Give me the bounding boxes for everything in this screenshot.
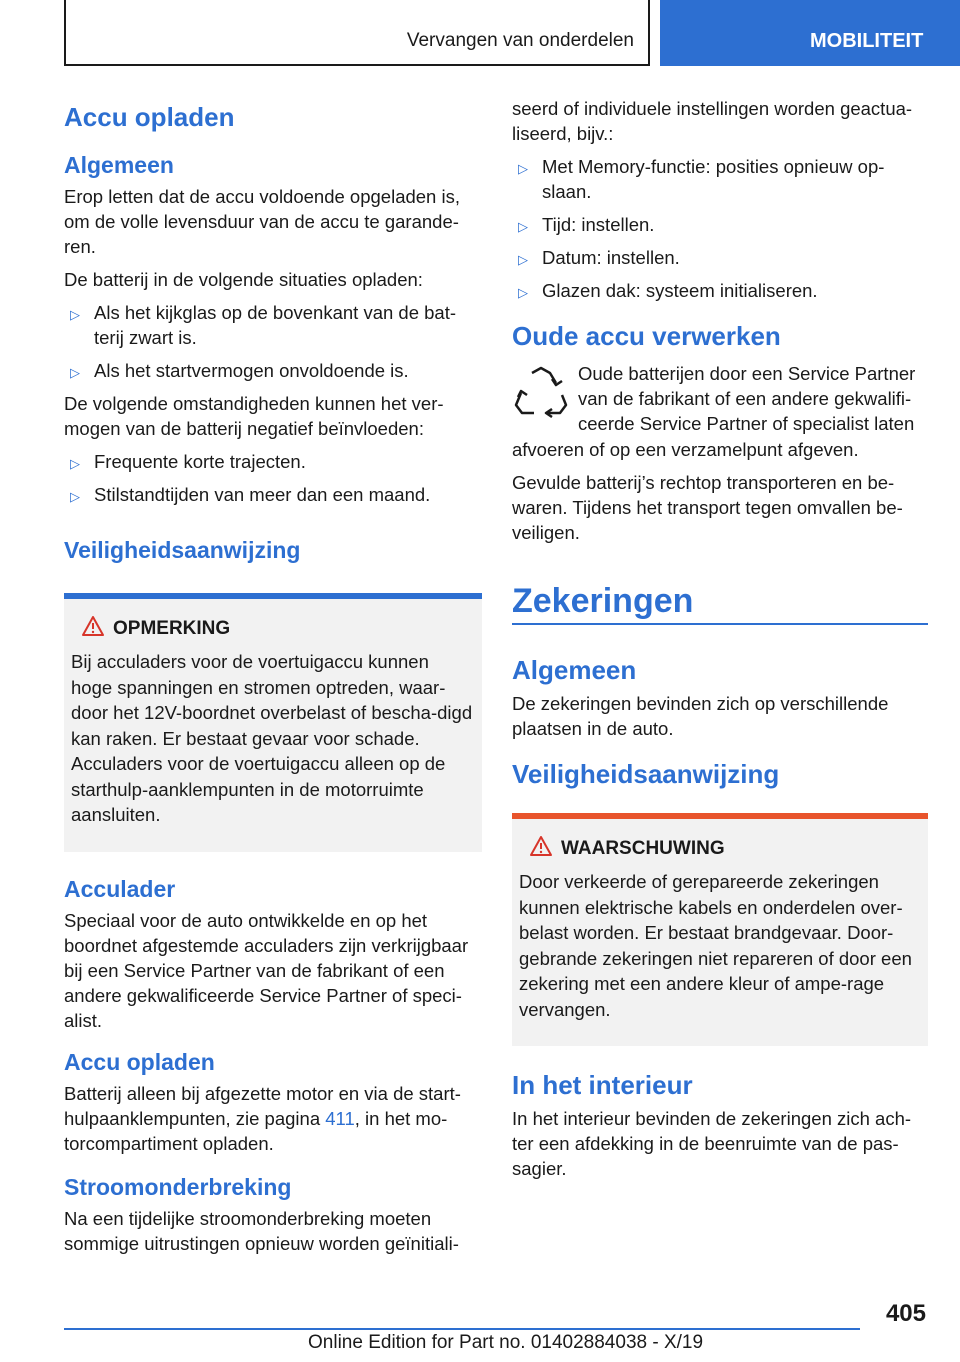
page-number: 405: [885, 1300, 926, 1327]
negative-influence-list: [64, 449, 482, 507]
warning-triangle-icon: [81, 615, 105, 637]
zekeringen-algemeen-paragraph: De zekeringen bevinden zich op verschillende plaatsen in de auto.: [512, 693, 889, 739]
right-column: [512, 96, 928, 1181]
stroomonderbreking-heading: Stroomonderbreking: [64, 1173, 292, 1200]
triangle-bullet-icon: ▷: [70, 365, 80, 380]
oude-accu-paragraph-indent: Oude batterijen door een Service Partner van de fabrikant of een andere gekwalifi-ceerde Service Partner of specialist laten: [578, 363, 916, 434]
accu-opladen-subheading: Accu opladen: [64, 1048, 215, 1075]
triangle-bullet-icon: ▷: [70, 489, 80, 504]
footer-edition: Online Edition for Part no. 01402884038 - X/19: [308, 1332, 704, 1353]
notice-body: Bij acculaders voor de voertuigaccu kunnen hoge spanningen en stromen optreden, waar-door het 12V-boordnet overbelast of bescha-digd kan raken. Er bestaat gevaar voor schade. Acculaders voor de voertuigaccu alleen op de starthulp-aanklempunten in de motorruimte aansluiten.: [71, 651, 473, 825]
header-chapter-label: MOBILITEIT: [810, 30, 924, 52]
veiligheid-heading: Veiligheidsaanwijzing: [64, 537, 301, 563]
zekeringen-algemeen-heading: Algemeen: [512, 655, 637, 685]
algemeen-heading: Algemeen: [64, 152, 174, 178]
footer-rule: [64, 1328, 860, 1330]
oude-accu-paragraph-2: Gevulde batterij’s rechtop transporteren en be-waren. Tijdens het transport tegen omvallen be-veiligen.: [512, 472, 903, 543]
warning-triangle-icon: [529, 835, 553, 857]
list-item: ▷ Datum: instellen.: [512, 245, 928, 270]
charge-situations-list: [64, 300, 482, 383]
header-section-title: Vervangen van onderdelen: [406, 30, 634, 51]
list-item: ▷ Als het startvermogen onvoldoende is.: [64, 358, 482, 383]
algemeen-paragraph-3: De volgende omstandigheden kunnen het ver-mogen van de batterij negatief beïnvloeden:: [64, 393, 444, 439]
triangle-bullet-icon: ▷: [70, 307, 80, 322]
notice-title: OPMERKING: [113, 618, 231, 639]
triangle-bullet-icon: ▷: [518, 161, 528, 176]
oude-accu-heading: Oude accu verwerken: [512, 321, 781, 351]
opmerking-notice: [64, 593, 482, 852]
recycle-block: [512, 361, 928, 437]
notice-header: [519, 837, 920, 861]
list-item: ▷ Als het kijkglas op de bovenkant van de bat-terij zwart is.: [70, 302, 457, 348]
warning-body: Door verkeerde of gerepareerde zekeringen kunnen elektrische kabels en onderdelen over-belast worden. Er bestaat brandgevaar. Door-gebrande zekeringen niet repareren of door een zekering met een andere kleur of ampe-rage vervangen.: [519, 871, 912, 1020]
zekeringen-title: Zekeringen: [512, 579, 928, 625]
continued-paragraph: seerd of individuele instellingen worden geactua-liseerd, bijv.:: [512, 98, 913, 144]
triangle-bullet-icon: ▷: [518, 252, 528, 267]
acculader-heading: Acculader: [64, 875, 176, 902]
header-section-box: [64, 0, 650, 66]
accu-opladen-paragraph: Batterij alleen bij afgezette motor en via de start-hulpaanklempunten, zie pagina 411, in het mo-torcompartiment opladen.: [64, 1082, 461, 1154]
triangle-bullet-icon: ▷: [518, 219, 528, 234]
waarschuwing-notice: [512, 813, 928, 1046]
triangle-bullet-icon: ▷: [518, 285, 528, 300]
algemeen-paragraph-1: Erop letten dat de accu voldoende opgeladen is, om de volle levensduur van de accu te garande-ren.: [64, 186, 460, 257]
interieur-paragraph: In het interieur bevinden de zekeringen zich ach-ter een afdekking in de beenruimte van de pas-sagier.: [512, 1108, 912, 1179]
acculader-paragraph: Speciaal voor de auto ontwikkelde en op het boordnet afgestemde acculaders zijn verkrijgbaar bij een Service Partner van de fabrikant of een andere gekwalificeerde Service Partner of speci-alist.: [64, 909, 469, 1031]
page-link-411[interactable]: 411: [325, 1107, 355, 1129]
oude-accu-paragraph-tail: afvoeren of op een verzamelpunt afgeven.: [512, 439, 859, 460]
list-item: ▷ Met Memory-functie: posities opnieuw op-slaan.: [518, 156, 885, 202]
list-item: ▷ Frequente korte trajecten.: [64, 449, 482, 474]
stroomonderbreking-paragraph: Na een tijdelijke stroomonderbreking moeten sommige uitrustingen opnieuw worden geïnitiali-: [64, 1207, 459, 1254]
triangle-bullet-icon: ▷: [70, 456, 80, 471]
recycle-icon: [512, 365, 570, 419]
list-item: ▷ Glazen dak: systeem initialiseren.: [512, 278, 928, 303]
left-column: [64, 100, 482, 1256]
reinit-list: [512, 154, 928, 303]
list-item: ▷ Tijd: instellen.: [512, 212, 928, 237]
notice-header: [71, 617, 474, 641]
algemeen-paragraph-2: De batterij in de volgende situaties opladen:: [64, 269, 423, 290]
header-chapter-tab[interactable]: [660, 0, 960, 66]
warning-title: WAARSCHUWING: [561, 838, 725, 859]
interieur-heading: In het interieur: [512, 1070, 693, 1100]
list-item: ▷ Stilstandtijden van meer dan een maand.: [64, 482, 482, 507]
zekeringen-veiligheid-heading: Veiligheidsaanwijzing: [512, 759, 780, 789]
accu-opladen-title: Accu opladen: [64, 102, 235, 132]
